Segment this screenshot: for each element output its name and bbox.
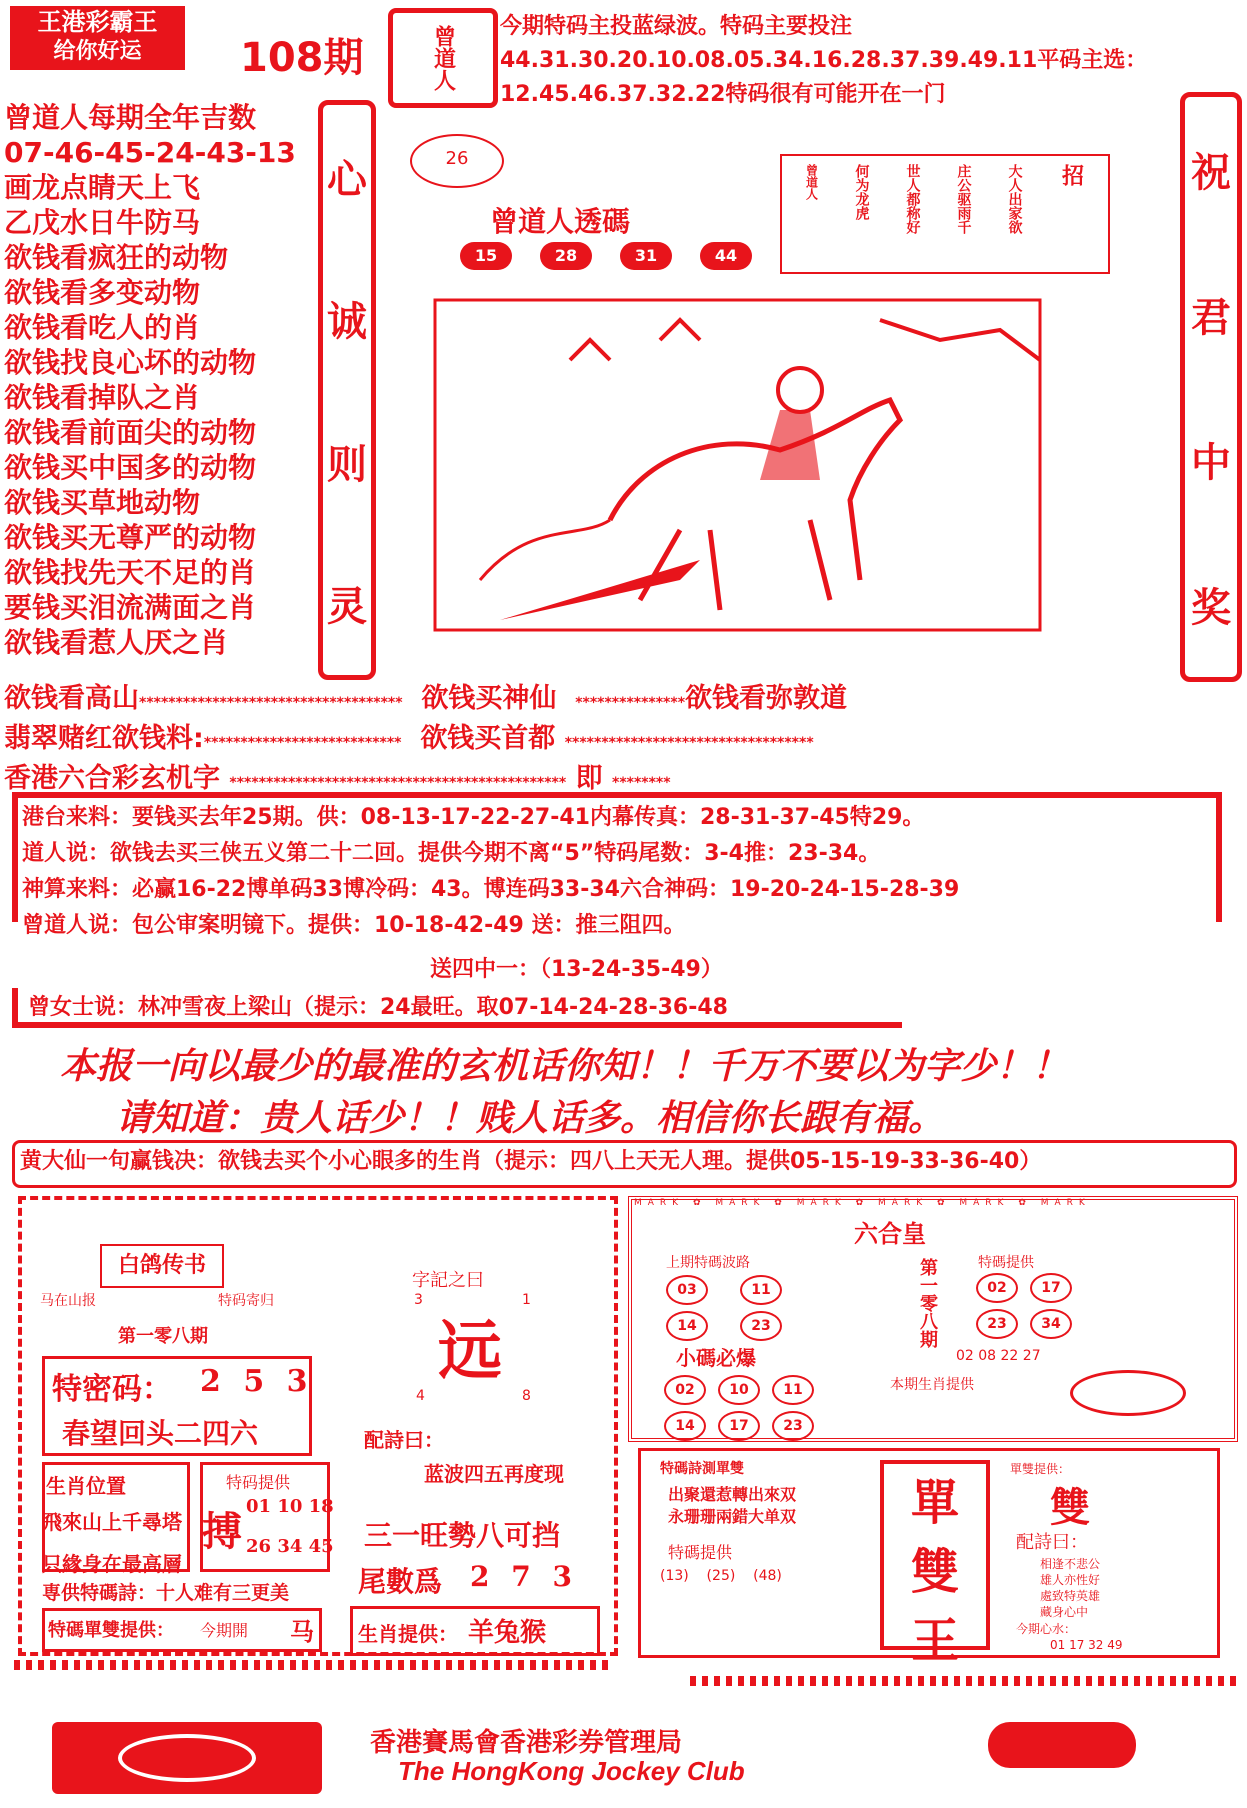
bottom-stripe-right — [690, 1676, 1238, 1686]
mid-n4: 4 — [416, 1388, 425, 1404]
pair-poem-line1: 出聚還惹轉出來双 — [668, 1485, 797, 1504]
star-line-2-b: 欲钱买首都 — [420, 723, 556, 754]
tip3-value: 雙 — [1050, 1485, 1090, 1531]
pair-label: 特碼單雙提供： — [48, 1620, 174, 1641]
last-issue-nums — [660, 1272, 810, 1344]
zodiac-position-line1: 飛來山上千尋塔 — [42, 1510, 182, 1534]
info-row: 道人说：欲钱去买三侠五义第二十二回。提供今期不离“5”特码尾数：3-4推：23-34。 — [22, 841, 881, 866]
star-line-1-stars2: *************** — [575, 695, 686, 711]
tip-label: 特码提供 — [226, 1473, 291, 1492]
small-code-nums — [658, 1372, 858, 1444]
picture-ball: 31 — [620, 242, 672, 270]
mid-word: 远 — [438, 1314, 502, 1389]
bo-char: 搏 — [202, 1509, 242, 1555]
pigeon-side-right: 特码寄归 — [218, 1293, 274, 1309]
right-poem-line: 雄人亦性好 — [1040, 1573, 1101, 1587]
right-issue: 第一零八期 — [917, 1258, 938, 1348]
left-list-item: 乙戊水日牛防马 — [4, 206, 201, 239]
num-ball: 03 — [666, 1275, 708, 1305]
scroll-left-char: 诚 — [327, 299, 367, 346]
tip2-label: 特碼提供 — [668, 1543, 733, 1562]
mid-poem: 蓝波四五再度现 — [424, 1462, 564, 1486]
star-line-1-a: 欲钱看高山 — [4, 683, 139, 714]
left-list-item: 欲钱看掉队之肖 — [4, 381, 201, 414]
extra-poem: 専供特碼詩：十人难有三更美 — [42, 1582, 290, 1604]
mark-text: MARK — [959, 1198, 1010, 1208]
slogan-line2: 请知道：贵人话少！！贱人话多。相信你长跟有福。 — [116, 1097, 945, 1139]
issue-number: 108期 — [240, 35, 364, 81]
horse-rider-illustration — [380, 280, 1170, 680]
mid-poem-label: 配詩曰： — [364, 1428, 444, 1452]
mid-header: 字記之曰 — [412, 1270, 484, 1291]
mid-wang: 三一旺勢八可挡 — [364, 1519, 561, 1552]
num-ball: 17 — [1030, 1273, 1072, 1303]
star-line-2 — [4, 716, 1244, 755]
footer-cn: 香港賽馬會香港彩券管理局 — [370, 1728, 683, 1758]
dsw-char: 王 — [910, 1613, 959, 1669]
star-line-1-c: 欲钱看弥敦道 — [685, 683, 848, 714]
pigeon-title: 白鸽传书 — [117, 1253, 206, 1278]
today-label: 今期心水： — [1016, 1622, 1077, 1636]
mid-zodiac-label: 生肖提供： — [358, 1622, 458, 1646]
special-code-label: 特密码： — [52, 1372, 172, 1407]
notice-text: 今期特码主投蓝绿波。特码主要投注44.31.30.20.10.08.05.34.16.28.37.39.49.11平码主选：12.45.46.37.32.22特码很有可能开在一门 — [500, 14, 1148, 107]
poem-col: 曾道人 — [804, 164, 819, 200]
num-ball: 10 — [718, 1375, 760, 1405]
mark-text: MARK — [634, 1198, 685, 1208]
scroll-left-char: 心 — [327, 156, 367, 203]
dsw-char: 單 — [910, 1475, 959, 1531]
mark-text: MARK — [796, 1198, 847, 1208]
dsw-box — [880, 1460, 990, 1669]
left-list-item: 画龙点睛天上飞 — [4, 171, 201, 204]
special-code-nums: 2 5 3 — [200, 1364, 314, 1399]
num-ball: 02 — [976, 1273, 1018, 1303]
left-list-title: 曾道人每期全年吉数 — [4, 101, 257, 134]
scroll-left-char: 则 — [327, 441, 367, 488]
wong-tai-sin-box — [12, 1140, 1237, 1188]
right-poem-line: 處致特英雄 — [1040, 1589, 1101, 1603]
bottom-stripe — [14, 1660, 614, 1670]
pair-poem-title: 特碼詩測單雙 — [660, 1461, 744, 1477]
mark-strip-top: MARK ✿ MARK ✿ MARK ✿ MARK ✿ MARK ✿ MARK — [634, 1198, 1091, 1208]
scroll-left — [318, 100, 376, 680]
picture-ball: 28 — [540, 242, 592, 270]
picture-ball: 44 — [700, 242, 752, 270]
num-ball: 11 — [772, 1375, 814, 1405]
right-poem-line: 藏身心中 — [1040, 1605, 1089, 1619]
left-list-item: 欲钱看疯狂的动物 — [4, 241, 229, 274]
scroll-right-char: 君 — [1191, 295, 1231, 341]
star-line-3-a: 香港六合彩玄机字 — [4, 763, 220, 794]
stamp — [388, 8, 498, 108]
num-ball: 23 — [772, 1411, 814, 1441]
footer-en: The HongKong Jockey Club — [398, 1756, 745, 1786]
footer-emblem-ring — [118, 1734, 256, 1782]
star-line-2-stars2: ********************************** — [564, 735, 814, 751]
right-tip-nums — [970, 1270, 1080, 1342]
pigeon-title-box — [100, 1244, 224, 1288]
left-list-item: 要钱买泪流满面之肖 — [4, 591, 257, 624]
pigeon-issue: 第一零八期 — [118, 1326, 208, 1347]
dsw-char: 雙 — [910, 1544, 959, 1600]
small-code-label: 小碼必爆 — [676, 1346, 756, 1370]
pair-answer: 马 — [290, 1618, 314, 1646]
left-list-item: 欲钱看前面尖的动物 — [4, 416, 257, 449]
tip-nums-2: 26 34 45 — [246, 1536, 334, 1557]
scroll-right-char: 祝 — [1191, 150, 1231, 196]
mid-n1: 1 — [522, 1292, 531, 1308]
left-list-item: 欲钱看惹人厌之肖 — [4, 626, 229, 659]
poem-box — [780, 154, 1110, 274]
picture-balls — [460, 242, 780, 270]
spring-line: 春望回头二四六 — [62, 1417, 259, 1450]
num-text: 25 — [712, 1568, 730, 1584]
poem-col: 何为龙虎 — [853, 164, 870, 220]
num-ball: 34 — [1030, 1309, 1072, 1339]
star-line-3-b: 即 — [575, 763, 603, 794]
right-poem-label: 配詩曰： — [1016, 1532, 1088, 1553]
logo-line1: 王港彩霸王 — [37, 8, 158, 36]
tip2-nums: (13) (25) (48) — [660, 1568, 782, 1584]
star-line-1-stars: ************************************ — [139, 695, 403, 711]
scroll-right — [1180, 92, 1242, 682]
num-ball: 23 — [740, 1311, 782, 1341]
scroll-left-char: 灵 — [327, 584, 367, 631]
right-zodiac-nums: 02 08 22 27 — [956, 1348, 1041, 1364]
footer-emblem-right — [988, 1722, 1136, 1768]
picture-area — [380, 120, 1170, 680]
star-line-3-stars2: ******** — [612, 775, 671, 791]
mid-tail-nums: 2 7 3 — [470, 1560, 578, 1593]
poem-title: 招 — [1058, 164, 1084, 186]
logo-box — [10, 6, 185, 70]
num-ball: 02 — [664, 1375, 706, 1405]
info-last — [12, 988, 902, 1028]
pigeon-side-left: 马在山报 — [40, 1293, 96, 1309]
left-list-item: 欲钱买中国多的动物 — [4, 451, 257, 484]
num-ball: 11 — [740, 1275, 782, 1305]
picture-ball: 15 — [460, 242, 512, 270]
zodiac-position-line2: 只緣身在最高層 — [42, 1552, 182, 1576]
logo-line2: 给你好运 — [53, 39, 142, 64]
goat-badge-text: 26 — [445, 148, 469, 169]
star-line-1-b: 欲钱买神仙 — [421, 683, 557, 714]
left-list-item: 欲钱找先天不足的肖 — [4, 556, 257, 589]
num-ball: 17 — [718, 1411, 760, 1441]
star-line-3 — [4, 756, 1244, 795]
left-list-item: 欲钱买无尊严的动物 — [4, 521, 257, 554]
mark-text: MARK — [878, 1198, 929, 1208]
zodiac-position-label: 生肖位置 — [46, 1474, 126, 1498]
mid-n3: 3 — [414, 1292, 423, 1308]
today-nums: 01 17 32 49 — [1050, 1638, 1123, 1652]
picture-title: 曾道人透碼 — [490, 205, 631, 238]
poem-col: 大人出家欲 — [1006, 164, 1023, 234]
info-rows — [22, 800, 1222, 944]
pair-value: 今期開 — [200, 1621, 249, 1640]
tip3-label: 單雙提供： — [1010, 1462, 1071, 1476]
slogan-line1: 本报一向以最少的最准的玄机话你知！！千万不要以为字少！！ — [60, 1045, 1069, 1087]
wong-tai-sin-line: 黄大仙一句赢钱决：欲钱去买个小心眼多的生肖（提示：四八上天无人理。提供05-15-19-33-36-40） — [20, 1149, 1042, 1174]
left-list — [4, 100, 334, 660]
stamp-text: 曾道人 — [430, 25, 456, 91]
footer-emblem-left — [52, 1722, 322, 1794]
num-ball: 23 — [976, 1309, 1018, 1339]
star-line-1 — [4, 676, 1244, 715]
num-ball: 14 — [664, 1411, 706, 1441]
num-text: 13 — [665, 1568, 684, 1584]
poem-col: 世人都称好 — [904, 164, 921, 234]
info-last-text: 曾女士说：林冲雪夜上梁山（提示：24最旺。取07-14-24-28-36-48 — [28, 995, 728, 1020]
mid-n8: 8 — [522, 1388, 531, 1404]
num-text: 48 — [758, 1568, 777, 1584]
info-row: 港台来料：要钱买去年25期。供：08-13-17-22-27-41内幕传真：28-31-37-45特29。 — [22, 805, 925, 830]
mid-tail-label: 尾數爲 — [358, 1565, 443, 1598]
scroll-right-char: 中 — [1191, 440, 1231, 486]
tip-nums-1: 01 10 18 — [246, 1496, 334, 1517]
left-list-numbers: 07-46-45-24-43-13 — [4, 136, 296, 169]
star-line-2-stars: *************************** — [203, 735, 402, 751]
star-line-3-stars: ********************************************** — [229, 775, 567, 791]
right-tip-label: 特碼提供 — [978, 1255, 1034, 1271]
scroll-right-char: 奖 — [1191, 585, 1231, 631]
left-list-item: 欲钱看吃人的肖 — [4, 311, 201, 344]
info-row: 曾道人说：包公审案明镜下。提供：10-18-42-49 送：推三阻四。 — [22, 913, 686, 938]
info-sub: 送四中一：（13-24-35-49） — [430, 957, 723, 982]
mark-text: MARK — [1040, 1198, 1091, 1208]
goat-badge — [410, 134, 504, 188]
pair-poem-line2: 永珊珊兩錯大单双 — [668, 1507, 797, 1526]
left-list-item: 欲钱找良心坏的动物 — [4, 346, 257, 379]
left-list-item: 欲钱买草地动物 — [4, 486, 201, 519]
mid-zodiac-value: 羊兔猴 — [468, 1618, 547, 1648]
right-poem-line: 相逢不悲公 — [1040, 1557, 1101, 1571]
poem-col: 庄公驱雨千 — [955, 164, 972, 234]
num-ball: 14 — [666, 1311, 708, 1341]
liuhe-logo: 六合皇 — [854, 1220, 926, 1248]
info-row: 神算来料：必赢16-22博单码33博冷码：43。博连码33-34六合神码：19-20-24-15-28-39 — [22, 877, 960, 902]
left-list-item: 欲钱看多变动物 — [4, 276, 201, 309]
mark-text: MARK — [715, 1198, 766, 1208]
zodiac-provide: 本期生肖提供 — [890, 1377, 974, 1393]
flower-emblem — [1070, 1370, 1186, 1416]
star-line-2-a: 翡翠赌红欲钱料: — [4, 723, 204, 754]
right-poem — [1040, 1556, 1100, 1620]
last-issue-label: 上期特碼波路 — [666, 1255, 750, 1271]
